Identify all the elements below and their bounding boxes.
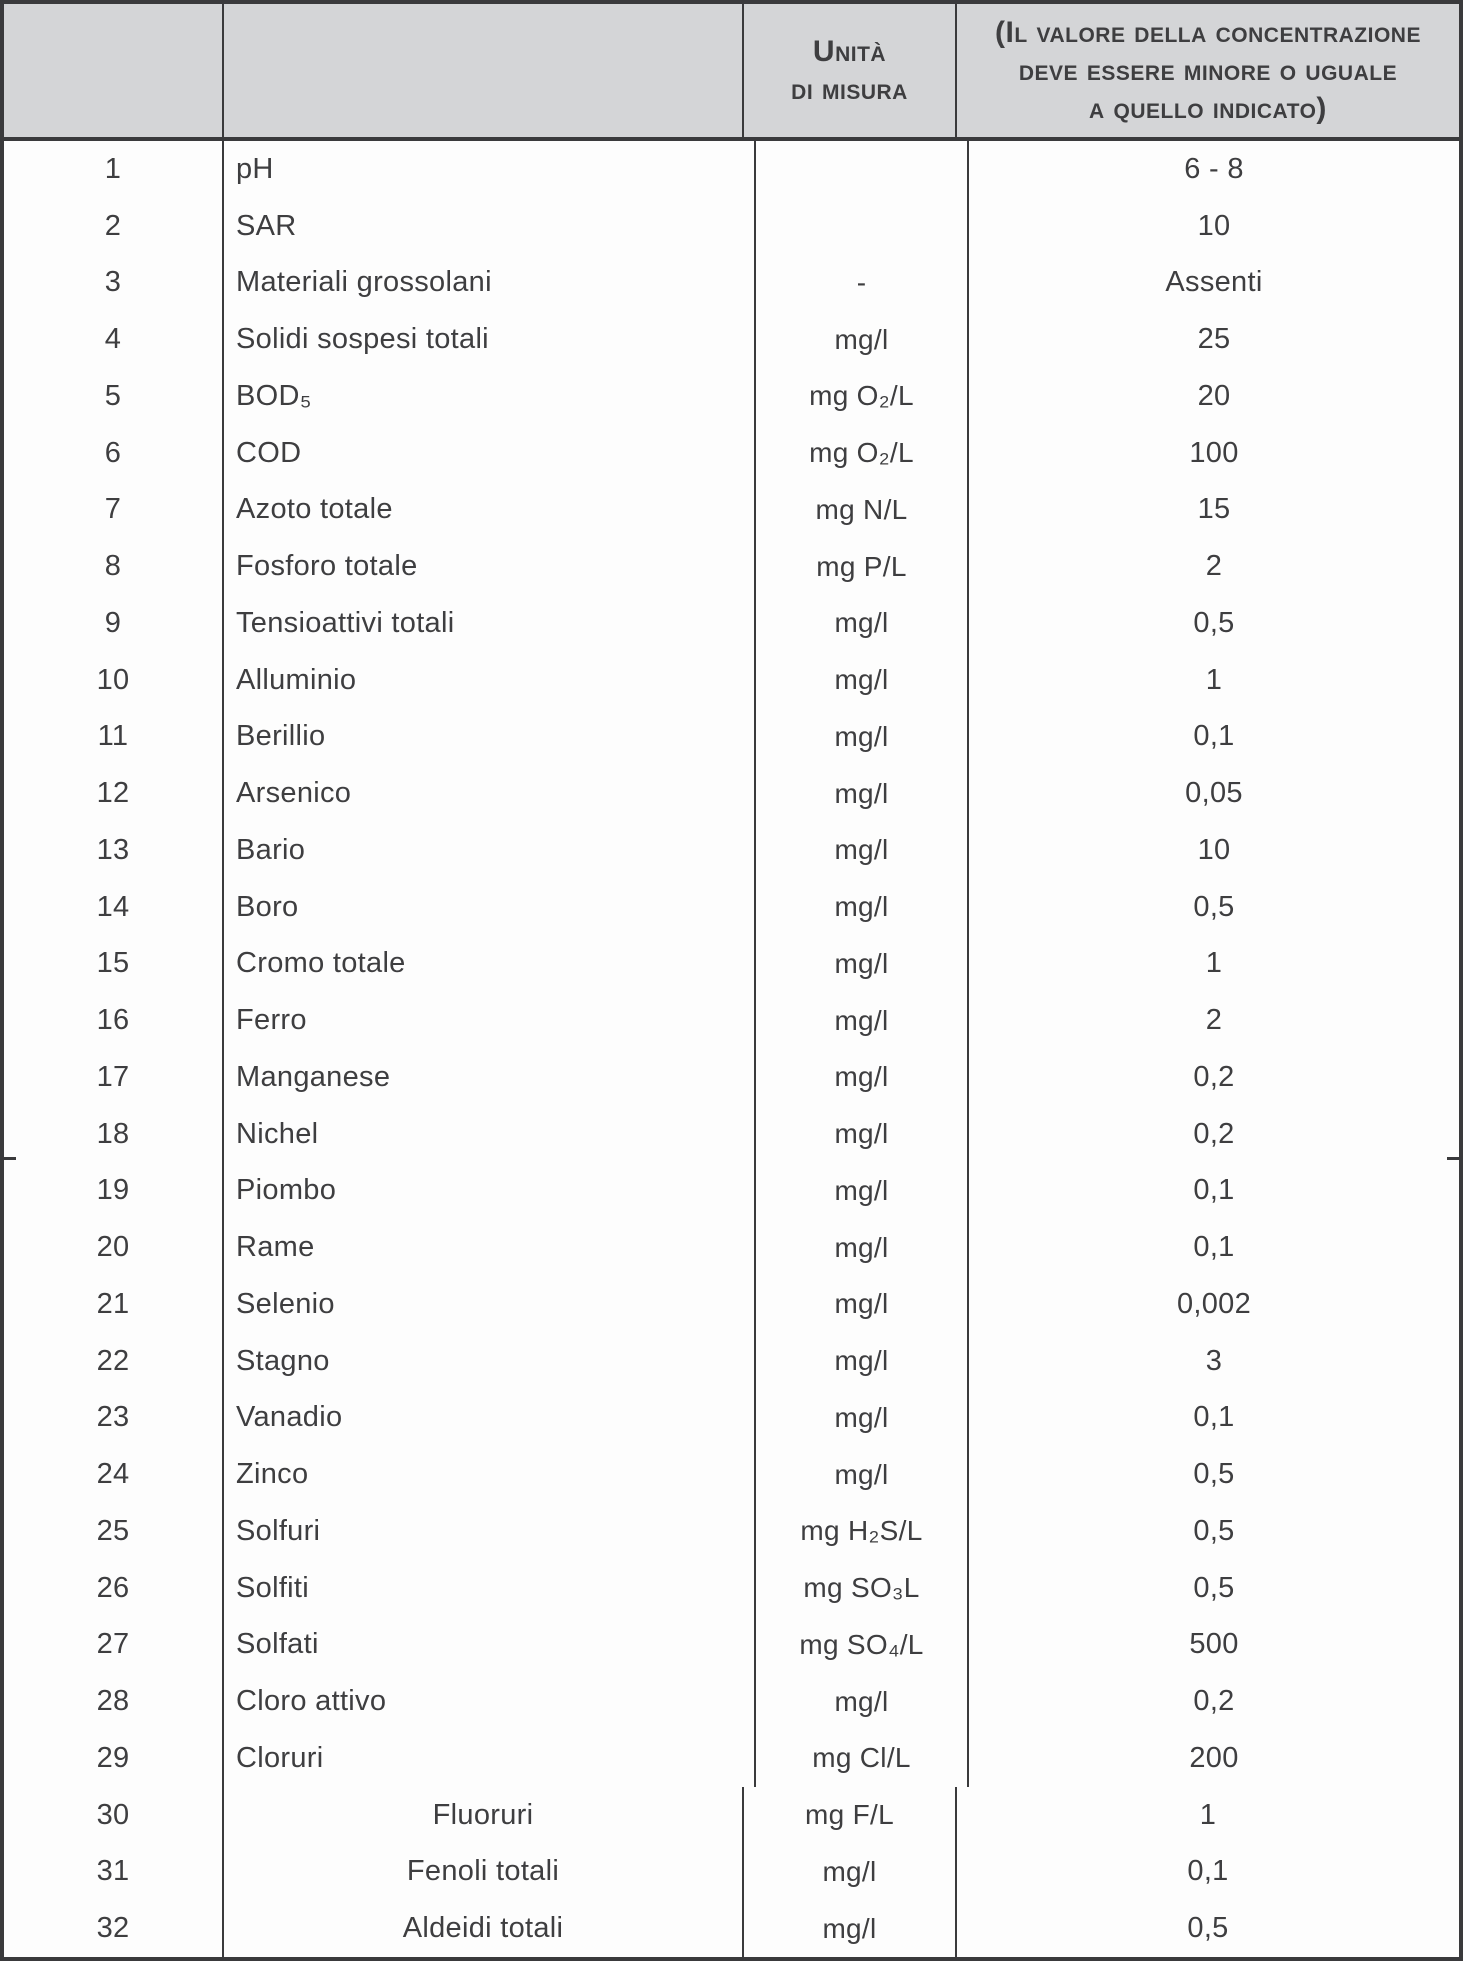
value-cell: 100	[1189, 436, 1239, 469]
row-number-cell: 3	[4, 255, 224, 312]
parameter-cell: BOD₅	[224, 368, 756, 425]
table-row	[4, 1617, 1459, 1674]
table-row	[4, 1219, 1459, 1276]
value-cell: 0,2	[1193, 1685, 1235, 1718]
row-number-cell: 20	[4, 1219, 224, 1276]
table-row	[4, 538, 1459, 595]
table-row	[4, 1446, 1459, 1503]
value-cell: 10	[1197, 209, 1231, 242]
table-row	[4, 141, 1459, 198]
unit-cell: mg/l	[756, 595, 969, 652]
row-number-cell: 22	[4, 1333, 224, 1390]
parameter-cell: Materiali grossolani	[224, 255, 756, 312]
table-row	[4, 879, 1459, 936]
value-cell: 0,1	[1193, 1231, 1235, 1264]
value-cell: 2	[1205, 550, 1223, 583]
unit-cell: mg/l	[756, 1049, 969, 1106]
row-number-cell: 29	[4, 1730, 224, 1787]
row-number-cell: 18	[4, 1106, 224, 1163]
row-number-cell: 23	[4, 1390, 224, 1447]
parameter-cell: Ferro	[224, 992, 756, 1049]
unit-cell: mg/l	[756, 1276, 969, 1333]
unit-cell: mg/l	[756, 709, 969, 766]
parameter-cell: Vanadio	[224, 1390, 756, 1447]
parameter-cell: COD	[224, 425, 756, 482]
unit-cell: mg P/L	[756, 538, 969, 595]
table-body	[4, 141, 1459, 1957]
unit-cell: mg/l	[756, 879, 969, 936]
row-number-cell: 7	[4, 482, 224, 539]
row-number-cell: 21	[4, 1276, 224, 1333]
value-cell: 0,1	[1193, 720, 1235, 753]
table-row	[4, 1900, 1459, 1957]
value-cell: 200	[1189, 1741, 1239, 1774]
parameter-cell: Solfuri	[224, 1503, 756, 1560]
parameter-cell: Boro	[224, 879, 756, 936]
value-cell: 0,1	[1187, 1855, 1229, 1888]
table-row	[4, 652, 1459, 709]
page-split-artifact-right	[1447, 1157, 1463, 1160]
header-cell-parameter	[224, 4, 744, 137]
table-row	[4, 1844, 1459, 1901]
table-row	[4, 368, 1459, 425]
value-cell: 0,2	[1193, 1117, 1235, 1150]
table-row	[4, 1503, 1459, 1560]
value-cell: 1	[1199, 1798, 1217, 1831]
value-header-line1: (Il valore della concentrazione	[995, 15, 1421, 49]
unit-cell: mg/l	[756, 992, 969, 1049]
unit-cell: mg/l	[744, 1900, 957, 1957]
parameter-cell: Fosforo totale	[224, 538, 756, 595]
row-number-cell: 15	[4, 936, 224, 993]
unit-cell: mg/l	[756, 765, 969, 822]
parameter-cell: Selenio	[224, 1276, 756, 1333]
row-number-cell: 12	[4, 765, 224, 822]
row-number-cell: 14	[4, 879, 224, 936]
value-cell: 3	[1205, 1344, 1223, 1377]
row-number-cell: 16	[4, 992, 224, 1049]
row-number-cell: 32	[4, 1900, 224, 1957]
parameter-cell: Fenoli totali	[224, 1844, 744, 1901]
value-cell: Assenti	[1165, 266, 1263, 299]
page-split-artifact-left	[0, 1157, 16, 1160]
value-cell: 0,5	[1193, 1571, 1235, 1604]
row-number-cell: 17	[4, 1049, 224, 1106]
unit-cell: mg/l	[756, 1390, 969, 1447]
table-row	[4, 255, 1459, 312]
unit-cell	[756, 198, 969, 255]
row-number-cell: 6	[4, 425, 224, 482]
value-cell: 1	[1205, 947, 1223, 980]
unit-cell: mg F/L	[744, 1787, 957, 1844]
row-number-cell: 9	[4, 595, 224, 652]
table-row	[4, 822, 1459, 879]
value-cell: 0,5	[1193, 1514, 1235, 1547]
parameter-cell: Manganese	[224, 1049, 756, 1106]
parameter-cell: Aldeidi totali	[224, 1900, 744, 1957]
table-header-row	[4, 4, 1459, 141]
unit-cell: mg SO₄/L	[756, 1617, 969, 1674]
parameter-cell: Arsenico	[224, 765, 756, 822]
table-row	[4, 1049, 1459, 1106]
unit-cell: mg/l	[756, 1333, 969, 1390]
parameter-cell: Fluoruri	[224, 1787, 744, 1844]
table-row	[4, 425, 1459, 482]
unit-header-line2: di misura	[791, 72, 908, 106]
parameter-cell: Solidi sospesi totali	[224, 311, 756, 368]
value-cell: 1	[1205, 663, 1223, 696]
table-row	[4, 1673, 1459, 1730]
value-cell: 10	[1197, 833, 1231, 866]
value-cell: 500	[1189, 1628, 1239, 1661]
row-number-cell: 8	[4, 538, 224, 595]
parameter-cell: Cloruri	[224, 1730, 756, 1787]
table-row	[4, 1276, 1459, 1333]
row-number-cell: 11	[4, 709, 224, 766]
unit-cell: mg/l	[756, 311, 969, 368]
table-row	[4, 709, 1459, 766]
row-number-cell: 31	[4, 1844, 224, 1901]
value-cell: 0,5	[1187, 1912, 1229, 1945]
row-number-cell: 24	[4, 1446, 224, 1503]
row-number-cell: 2	[4, 198, 224, 255]
value-cell: 0,05	[1185, 777, 1243, 810]
unit-cell: mg/l	[744, 1844, 957, 1901]
unit-cell: mg/l	[756, 822, 969, 879]
value-header-line2: deve essere minore o uguale	[1018, 53, 1398, 87]
parameter-cell: Bario	[224, 822, 756, 879]
parameter-cell: Alluminio	[224, 652, 756, 709]
value-cell: 0,5	[1193, 1458, 1235, 1491]
unit-cell: mg O₂/L	[756, 368, 969, 425]
table-row	[4, 936, 1459, 993]
unit-cell: mg/l	[756, 1106, 969, 1163]
row-number-cell: 10	[4, 652, 224, 709]
unit-cell: mg/l	[756, 1446, 969, 1503]
parameter-cell: Azoto totale	[224, 482, 756, 539]
unit-cell: -	[756, 255, 969, 312]
unit-cell: mg H₂S/L	[756, 1503, 969, 1560]
unit-cell: mg/l	[756, 1219, 969, 1276]
parameter-cell: Solfiti	[224, 1560, 756, 1617]
row-number-cell: 28	[4, 1673, 224, 1730]
parameter-cell: Cromo totale	[224, 936, 756, 993]
table-row	[4, 1333, 1459, 1390]
row-number-cell: 5	[4, 368, 224, 425]
value-cell: 20	[1197, 379, 1231, 412]
table-row	[4, 1560, 1459, 1617]
row-number-cell: 1	[4, 141, 224, 198]
row-number-cell: 13	[4, 822, 224, 879]
table-row	[4, 311, 1459, 368]
header-cell-number	[4, 4, 224, 137]
value-cell: 0,002	[1176, 1287, 1252, 1320]
parameter-cell: Cloro attivo	[224, 1673, 756, 1730]
parameter-cell: Stagno	[224, 1333, 756, 1390]
parameter-cell: SAR	[224, 198, 756, 255]
value-cell: 15	[1197, 493, 1231, 526]
row-number-cell: 4	[4, 311, 224, 368]
table-row	[4, 1730, 1459, 1787]
row-number-cell: 25	[4, 1503, 224, 1560]
unit-cell: mg O₂/L	[756, 425, 969, 482]
table-row	[4, 1163, 1459, 1220]
unit-cell: mg/l	[756, 1673, 969, 1730]
unit-cell: mg SO₃L	[756, 1560, 969, 1617]
value-cell: 0,5	[1193, 606, 1235, 639]
value-cell: 0,2	[1193, 1060, 1235, 1093]
value-cell: 0,1	[1193, 1174, 1235, 1207]
value-header-line3: a quello indicato)	[1089, 91, 1327, 125]
header-cell-value	[957, 4, 1459, 137]
parameter-cell: Rame	[224, 1219, 756, 1276]
row-number-cell: 30	[4, 1787, 224, 1844]
unit-cell: mg/l	[756, 1163, 969, 1220]
unit-cell: mg/l	[756, 652, 969, 709]
parameter-cell: Berillio	[224, 709, 756, 766]
table-row	[4, 595, 1459, 652]
table-row	[4, 1106, 1459, 1163]
row-number-cell: 26	[4, 1560, 224, 1617]
unit-cell	[756, 141, 969, 198]
unit-header-line1: Unità	[812, 34, 887, 68]
parameter-cell: Piombo	[224, 1163, 756, 1220]
unit-cell: mg Cl/L	[756, 1730, 969, 1787]
parameter-cell: pH	[224, 141, 756, 198]
parameter-cell: Zinco	[224, 1446, 756, 1503]
parameter-cell: Solfati	[224, 1617, 756, 1674]
table-row	[4, 992, 1459, 1049]
row-number-cell: 19	[4, 1163, 224, 1220]
header-cell-unit	[744, 4, 957, 137]
parameter-cell: Nichel	[224, 1106, 756, 1163]
unit-cell: mg/l	[756, 936, 969, 993]
parameter-cell: Tensioattivi totali	[224, 595, 756, 652]
table-row	[4, 1390, 1459, 1447]
value-cell: 0,1	[1193, 1401, 1235, 1434]
value-cell: 0,5	[1193, 890, 1235, 923]
table-row	[4, 765, 1459, 822]
table-row	[4, 198, 1459, 255]
row-number-cell: 27	[4, 1617, 224, 1674]
table-row	[4, 1787, 1459, 1844]
table-row	[4, 482, 1459, 539]
unit-cell: mg N/L	[756, 482, 969, 539]
value-cell: 6 - 8	[1184, 152, 1244, 185]
value-cell: 2	[1205, 1004, 1223, 1037]
value-cell: 25	[1197, 323, 1231, 356]
